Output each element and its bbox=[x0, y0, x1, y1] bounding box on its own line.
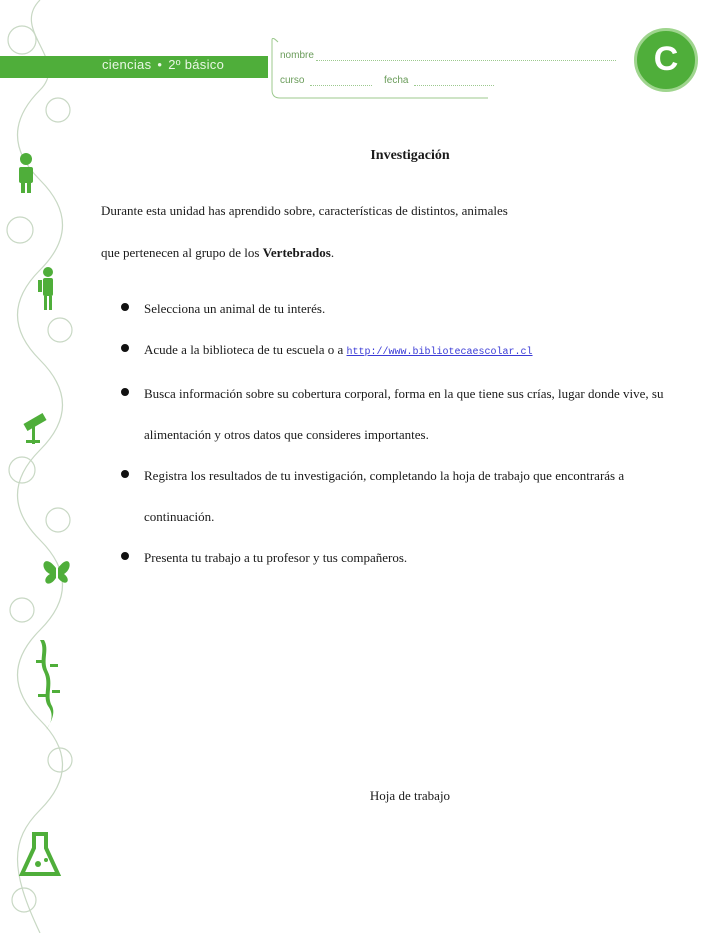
separator-dot: • bbox=[157, 57, 163, 72]
page-title: Investigación bbox=[370, 148, 450, 163]
intro-line-1: Durante esta unidad has aprendido sobre, características de distintos, animales bbox=[101, 203, 508, 218]
date-field[interactable] bbox=[414, 85, 494, 86]
list-item bbox=[118, 537, 678, 578]
name-field[interactable] bbox=[316, 60, 616, 61]
bullet-icon bbox=[121, 388, 129, 396]
lizard-icon bbox=[36, 640, 60, 730]
instructions-list bbox=[118, 288, 678, 578]
bullet-icon bbox=[121, 470, 129, 478]
course-label: curso bbox=[280, 75, 305, 86]
list-item-text: Acude a la biblioteca de tu escuela o a bbox=[144, 342, 347, 357]
info-box-frame bbox=[268, 38, 628, 100]
library-link[interactable]: http://www.bibliotecaescolar.cl bbox=[346, 347, 533, 358]
date-label: fecha bbox=[384, 75, 409, 86]
bullet-icon bbox=[121, 303, 129, 311]
flask-icon bbox=[22, 834, 58, 874]
bullet-icon bbox=[121, 552, 129, 560]
person-icon bbox=[38, 267, 53, 310]
subject-label bbox=[102, 57, 224, 72]
student-info-box bbox=[268, 38, 628, 98]
course-field[interactable] bbox=[310, 85, 372, 86]
intro-line-2-bold: Vertebrados bbox=[262, 245, 331, 260]
list-item bbox=[118, 373, 678, 455]
grade-name: 2º básico bbox=[168, 57, 225, 72]
bullet-icon bbox=[121, 344, 129, 352]
list-item bbox=[118, 288, 678, 329]
list-item bbox=[118, 455, 678, 537]
child-icon bbox=[19, 153, 33, 193]
list-item bbox=[118, 329, 678, 373]
list-item-text: Busca información sobre su cobertura corporal, forma en la que tiene sus crías, lugar donde vive, su alimentación y otros datos que consideres importantes. bbox=[144, 386, 664, 442]
name-label: nombre bbox=[280, 50, 314, 61]
worksheet-heading: Hoja de trabajo bbox=[369, 788, 451, 803]
list-item-text: Selecciona un animal de tu interés. bbox=[144, 301, 326, 316]
subject-name: ciencias bbox=[102, 57, 152, 72]
intro-line-2-prefix: que pertenecen al grupo de los bbox=[101, 245, 263, 260]
list-item-text: Registra los resultados de tu investigación, completando la hoja de trabajo que encontrarás a continuación. bbox=[144, 468, 625, 524]
intro-line-2-suffix: . bbox=[330, 245, 335, 260]
intro-paragraph bbox=[101, 190, 661, 274]
telescope-icon bbox=[23, 413, 46, 444]
butterfly-icon bbox=[43, 561, 69, 584]
list-item-text: Presenta tu trabajo a tu profesor y tus compañeros. bbox=[144, 550, 408, 565]
level-badge: C bbox=[634, 28, 698, 92]
